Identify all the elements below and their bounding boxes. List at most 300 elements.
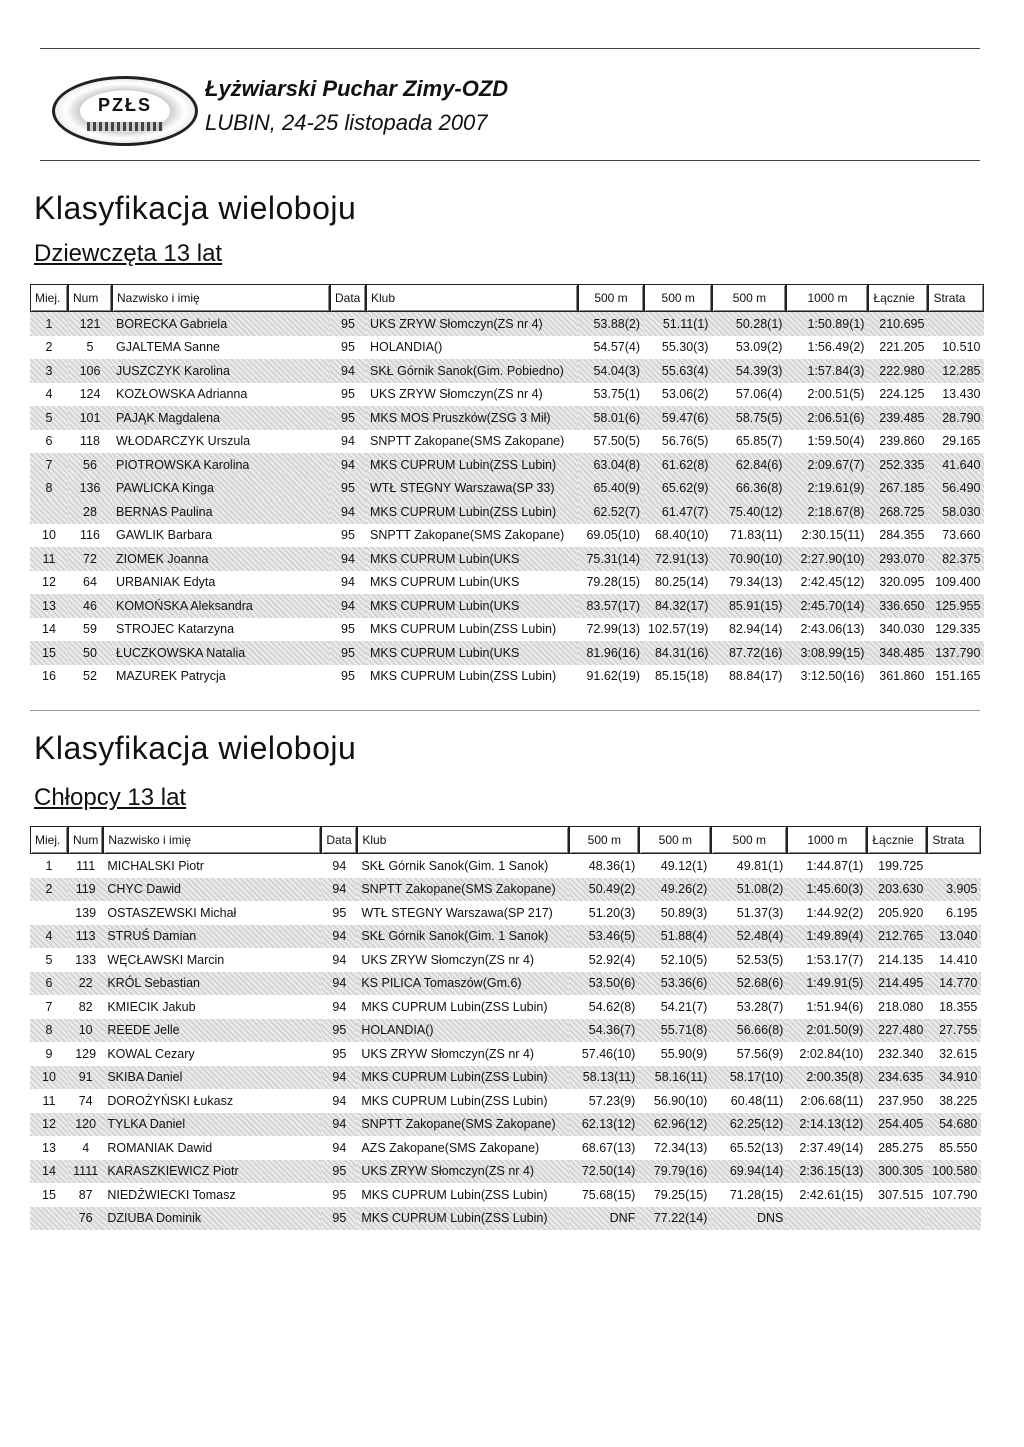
place-cell: 8 <box>30 1019 68 1043</box>
name-cell: GJALTEMA Sanne <box>116 340 220 355</box>
lap4-cell: 3:08.99(15) <box>786 641 868 665</box>
place-cell: 15 <box>42 1187 56 1202</box>
lap2-cell: 49.12(1) <box>660 858 708 873</box>
year-cell: 95 <box>341 387 355 402</box>
boys-category: Chłopcy 13 lat <box>34 784 187 811</box>
name-cell: WŁODARCZYK Urszula <box>116 434 251 449</box>
lap3-cell: 62.84(6) <box>712 453 786 477</box>
num-cell: 87 <box>78 1187 93 1202</box>
loss-cell: 41.640 <box>928 453 984 477</box>
club-cell: WTŁ STEGNY Warszawa(SP 33) <box>366 477 578 501</box>
lap4-cell: 1:53.17(7) <box>806 952 864 967</box>
lap3-cell: 52.48(4) <box>711 925 787 949</box>
name-cell: KOMOŃSKA Aleksandra <box>112 594 330 618</box>
year-cell: 94 <box>341 575 355 590</box>
loss-cell: 109.400 <box>935 575 981 590</box>
year-cell: 94 <box>330 500 366 524</box>
place-cell: 6 <box>45 434 53 449</box>
lap2-cell: 79.79(16) <box>639 1160 711 1184</box>
lap3-cell: 70.90(10) <box>712 547 786 571</box>
year-cell: 95 <box>341 669 355 684</box>
lap1-cell: 57.23(9) <box>588 1093 636 1108</box>
lap3-cell: 54.39(3) <box>712 359 786 383</box>
num-cell: 111 <box>76 858 96 873</box>
year-cell: 95 <box>321 1019 357 1043</box>
lap3-cell: 75.40(12) <box>712 500 786 524</box>
lap2-cell: 85.15(18) <box>654 669 709 684</box>
lap1-cell: 75.31(14) <box>578 547 644 571</box>
club-cell: MKS CUPRUM Lubin(ZSS Lubin) <box>361 1093 548 1108</box>
place-cell <box>30 901 68 925</box>
lap4-cell: 1:44.92(2) <box>806 905 864 920</box>
table-row <box>30 854 981 878</box>
club-cell: MKS CUPRUM Lubin(UKS <box>366 641 578 665</box>
lap2-cell: 72.91(13) <box>644 547 712 571</box>
boys-results-table <box>30 826 981 1230</box>
total-cell: 361.860 <box>879 669 925 684</box>
table-row <box>30 1042 981 1066</box>
total-cell: 222.980 <box>868 359 928 383</box>
num-cell: 1111 <box>68 1160 103 1184</box>
loss-cell: 58.030 <box>928 500 984 524</box>
num-cell: 116 <box>80 528 100 543</box>
year-cell: 95 <box>341 528 355 543</box>
lap4-cell: 2:02.84(10) <box>799 1046 864 1061</box>
table-row <box>30 925 981 949</box>
table-row <box>30 406 984 430</box>
lap4-cell: 2:36.15(13) <box>787 1160 867 1184</box>
boys-section-title: Klasyfikacja wieloboju <box>34 730 357 766</box>
year-cell: 95 <box>332 1187 347 1202</box>
year-cell: 94 <box>321 1113 357 1137</box>
year-cell: 94 <box>332 1140 347 1155</box>
name-cell: BERNAS Paulina <box>112 500 330 524</box>
table-row <box>30 453 984 477</box>
lap2-cell: 102.57(19) <box>648 622 709 637</box>
loss-cell: 34.910 <box>927 1066 981 1090</box>
column-header-lap2: 500 m <box>644 284 712 312</box>
lap1-cell: 54.62(8) <box>588 999 636 1014</box>
total-cell: 232.340 <box>878 1046 924 1061</box>
name-cell: URBANIAK Edyta <box>116 575 216 590</box>
place-cell: 13 <box>30 594 68 618</box>
total-cell <box>867 1207 927 1231</box>
lap2-cell: 56.90(10) <box>653 1093 708 1108</box>
lap4-cell: 2:19.61(9) <box>786 477 868 501</box>
name-cell: PAWLICKA Kinga <box>112 477 330 501</box>
table-row <box>30 477 984 501</box>
total-cell: 218.080 <box>878 999 924 1014</box>
lap3-cell: 60.48(11) <box>730 1093 784 1108</box>
lap4-cell: 1:51.94(6) <box>806 999 864 1014</box>
table-row <box>30 972 981 996</box>
lap2-cell: 53.06(2) <box>661 387 709 402</box>
num-cell: 136 <box>68 477 112 501</box>
num-cell: 52 <box>83 669 97 684</box>
pzls-logo <box>52 76 198 146</box>
club-cell: UKS ZRYW Słomczyn(ZS nr 4) <box>361 1046 535 1061</box>
lap2-cell: 59.47(6) <box>644 406 712 430</box>
name-cell: KOZŁOWSKA Adrianna <box>116 387 248 402</box>
lap4-cell: 2:06.68(11) <box>800 1093 864 1108</box>
column-header-lap1: 500 m <box>578 284 644 312</box>
lap3-cell: 62.25(12) <box>711 1113 787 1137</box>
total-cell: 221.205 <box>879 340 925 355</box>
place-cell: 5 <box>30 406 68 430</box>
column-header-lap4: 1000 m <box>787 826 867 854</box>
event-title: Łyżwiarski Puchar Zimy-OZD <box>205 76 509 101</box>
place-cell: 10 <box>42 528 56 543</box>
total-cell: 237.950 <box>878 1093 924 1108</box>
place-cell: 10 <box>30 1066 68 1090</box>
place-cell: 11 <box>30 547 68 571</box>
lap4-cell: 2:06.51(6) <box>786 406 868 430</box>
girls-bottom-rule <box>30 710 980 711</box>
loss-cell: 73.660 <box>942 528 981 543</box>
lap1-cell: 72.99(13) <box>586 622 640 637</box>
total-cell: 285.275 <box>878 1140 924 1155</box>
num-cell: 22 <box>68 972 103 996</box>
lap3-cell: 53.28(7) <box>736 999 784 1014</box>
lap1-cell: 83.57(17) <box>578 594 644 618</box>
lap3-cell: 71.83(11) <box>729 528 783 543</box>
lap1-cell: 65.40(9) <box>578 477 644 501</box>
num-cell: 118 <box>80 434 100 449</box>
table-row <box>30 1019 981 1043</box>
num-cell: 64 <box>83 575 97 590</box>
lap3-cell: 57.06(4) <box>735 387 783 402</box>
year-cell: 95 <box>341 622 355 637</box>
loss-cell: 100.580 <box>927 1160 981 1184</box>
lap1-cell: 68.67(13) <box>581 1140 636 1155</box>
column-header-loss: Strata <box>927 826 981 854</box>
total-cell: 254.405 <box>867 1113 927 1137</box>
lap3-cell: 49.81(1) <box>736 858 784 873</box>
lap2-cell: 55.90(9) <box>660 1046 708 1061</box>
year-cell: 95 <box>321 1207 357 1231</box>
num-cell: 74 <box>78 1093 93 1108</box>
lap4-cell: 3:12.50(16) <box>800 669 865 684</box>
year-cell: 95 <box>330 477 366 501</box>
lap4-cell: 1:57.84(3) <box>786 359 868 383</box>
name-cell: GAWLIK Barbara <box>116 528 213 543</box>
table-row <box>30 995 981 1019</box>
name-cell: JUSZCZYK Karolina <box>112 359 330 383</box>
lap4-cell: 2:14.13(12) <box>787 1113 867 1137</box>
num-cell: 113 <box>68 925 103 949</box>
year-cell: 94 <box>330 359 366 383</box>
lap2-cell: 84.31(16) <box>644 641 712 665</box>
lap3-cell: 51.37(3) <box>736 905 784 920</box>
table-row <box>30 1183 981 1207</box>
loss-cell: 85.550 <box>939 1140 978 1155</box>
table-row <box>30 1089 981 1113</box>
lap4-cell: 2:42.45(12) <box>800 575 865 590</box>
club-cell: SKŁ Górnik Sanok(Gim. Pobiedno) <box>366 359 578 383</box>
total-cell: 284.355 <box>879 528 925 543</box>
total-cell: 348.485 <box>868 641 928 665</box>
name-cell: REEDE Jelle <box>103 1019 321 1043</box>
place-cell: 4 <box>30 925 68 949</box>
lap1-cell: 75.68(15) <box>581 1187 636 1202</box>
club-cell: HOLANDIA() <box>357 1019 569 1043</box>
place-cell: 14 <box>30 1160 68 1184</box>
name-cell: DOROŻYŃSKI Łukasz <box>107 1093 234 1108</box>
total-cell: 224.125 <box>879 387 925 402</box>
lap4-cell: 1:59.50(4) <box>807 434 865 449</box>
total-cell: 205.920 <box>878 905 924 920</box>
name-cell: KARASZKIEWICZ Piotr <box>103 1160 321 1184</box>
lap3-cell: 50.28(1) <box>712 312 786 336</box>
loss-cell: 82.375 <box>928 547 984 571</box>
lap1-cell: 50.49(2) <box>569 878 639 902</box>
total-cell: 239.485 <box>868 406 928 430</box>
year-cell: 94 <box>321 972 357 996</box>
loss-cell: 14.770 <box>927 972 981 996</box>
lap4-cell <box>787 1207 867 1231</box>
lap3-cell: 52.53(5) <box>736 952 784 967</box>
club-cell: MKS CUPRUM Lubin(UKS <box>366 547 578 571</box>
table-row <box>30 430 984 454</box>
loss-cell: 3.905 <box>927 878 981 902</box>
name-cell: CHYC Dawid <box>103 878 321 902</box>
club-cell: MKS CUPRUM Lubin(ZSS Lubin) <box>366 453 578 477</box>
club-cell: MKS CUPRUM Lubin(ZSS Lubin) <box>366 500 578 524</box>
club-cell: SNPTT Zakopane(SMS Zakopane) <box>357 1113 569 1137</box>
column-header-lap2: 500 m <box>639 826 711 854</box>
num-cell: 82 <box>78 999 93 1014</box>
loss-cell: 137.790 <box>928 641 984 665</box>
lap2-cell: 55.71(8) <box>639 1019 711 1043</box>
loss-cell: 56.490 <box>928 477 984 501</box>
loss-cell: 18.355 <box>939 999 978 1014</box>
girls-results-table <box>30 284 984 688</box>
table-row <box>30 878 981 902</box>
lap1-cell: 72.50(14) <box>569 1160 639 1184</box>
loss-cell: 107.790 <box>932 1187 978 1202</box>
club-cell: MKS MOS Pruszków(ZSG 3 Mił) <box>366 406 578 430</box>
lap1-cell: 79.28(15) <box>586 575 640 590</box>
lap1-cell: 58.13(11) <box>569 1066 639 1090</box>
table-row <box>30 547 984 571</box>
table-row <box>30 336 984 360</box>
club-cell: MKS CUPRUM Lubin(ZSS Lubin) <box>357 1207 569 1231</box>
name-cell: PIOTROWSKA Karolina <box>112 453 330 477</box>
year-cell: 94 <box>330 453 366 477</box>
place-cell: 12 <box>30 1113 68 1137</box>
loss-cell: 28.790 <box>928 406 984 430</box>
column-header-num: Num <box>68 826 103 854</box>
lap1-cell: 62.13(12) <box>569 1113 639 1137</box>
total-cell: 203.630 <box>867 878 927 902</box>
place-cell: 2 <box>30 878 68 902</box>
lap2-cell: 61.62(8) <box>644 453 712 477</box>
table-row <box>30 594 984 618</box>
lap1-cell: 54.57(4) <box>593 340 640 355</box>
loss-cell: 129.335 <box>935 622 981 637</box>
place-cell <box>30 500 68 524</box>
total-cell: 307.515 <box>878 1187 924 1202</box>
year-cell: 94 <box>321 925 357 949</box>
loss-cell: 27.755 <box>927 1019 981 1043</box>
name-cell: ŁUCZKOWSKA Natalia <box>112 641 330 665</box>
lap1-cell: 53.46(5) <box>569 925 639 949</box>
loss-cell: 14.410 <box>939 952 978 967</box>
table-row <box>30 1160 981 1184</box>
lap3-cell: 57.56(9) <box>736 1046 784 1061</box>
club-cell: MKS CUPRUM Lubin(UKS <box>370 575 520 590</box>
total-cell: 227.480 <box>867 1019 927 1043</box>
num-cell: 50 <box>68 641 112 665</box>
top-rule <box>40 48 980 49</box>
lap3-cell: 58.75(5) <box>712 406 786 430</box>
name-cell: STROJEC Katarzyna <box>116 622 235 637</box>
loss-cell: 54.680 <box>927 1113 981 1137</box>
lap3-cell: 82.94(14) <box>728 622 783 637</box>
total-cell: 340.030 <box>879 622 925 637</box>
loss-cell: 151.165 <box>935 669 981 684</box>
club-cell: SKŁ Górnik Sanok(Gim. 1 Sanok) <box>357 925 569 949</box>
lap2-cell: 51.88(4) <box>639 925 711 949</box>
table-row <box>30 641 984 665</box>
name-cell: BORECKA Gabriela <box>112 312 330 336</box>
lap1-cell: 57.46(10) <box>581 1046 636 1061</box>
lap4-cell: 1:50.89(1) <box>786 312 868 336</box>
column-header-club: Klub <box>366 284 578 312</box>
num-cell: 124 <box>79 387 101 402</box>
num-cell: 76 <box>68 1207 103 1231</box>
num-cell: 133 <box>75 952 97 967</box>
place-cell: 4 <box>45 387 53 402</box>
lap2-cell: 80.25(14) <box>654 575 709 590</box>
name-cell: MICHALSKI Piotr <box>107 858 204 873</box>
logo-text: PZŁS <box>97 94 152 115</box>
lap2-cell: 54.21(7) <box>660 999 708 1014</box>
lap4-cell: 1:49.89(4) <box>787 925 867 949</box>
loss-cell: 125.955 <box>928 594 984 618</box>
name-cell: TYLKA Daniel <box>103 1113 321 1137</box>
club-cell: MKS CUPRUM Lubin(ZSS Lubin) <box>370 669 557 684</box>
lap4-cell: 2:42.61(15) <box>799 1187 864 1202</box>
name-cell: PAJĄK Magdalena <box>112 406 330 430</box>
year-cell: 95 <box>330 312 366 336</box>
loss-cell: 6.195 <box>946 905 978 920</box>
column-header-lap3: 500 m <box>712 284 786 312</box>
name-cell: SKIBA Daniel <box>103 1066 321 1090</box>
column-header-lap4: 1000 m <box>786 284 868 312</box>
lap4-cell: 2:00.35(8) <box>787 1066 867 1090</box>
table-row <box>30 383 984 407</box>
year-cell: 94 <box>341 434 355 449</box>
column-header-place: Miej. <box>30 284 68 312</box>
place-cell: 12 <box>42 575 56 590</box>
club-cell: MKS CUPRUM Lubin(ZSS Lubin) <box>370 622 557 637</box>
lap3-cell: 79.34(13) <box>728 575 783 590</box>
club-cell: UKS ZRYW Słomczyn(ZS nr 4) <box>370 387 543 402</box>
table-row <box>30 571 984 595</box>
lap1-cell: 54.36(7) <box>569 1019 639 1043</box>
lap4-cell: 1:49.91(5) <box>787 972 867 996</box>
total-cell: 210.695 <box>868 312 928 336</box>
lap4-cell: 2:43.06(13) <box>800 622 865 637</box>
num-cell: 5 <box>86 340 94 355</box>
lap2-cell: 55.63(4) <box>644 359 712 383</box>
lap3-cell: 65.85(7) <box>735 434 783 449</box>
loss-cell <box>928 312 984 336</box>
lap1-cell: 48.36(1) <box>588 858 636 873</box>
num-cell: 28 <box>68 500 112 524</box>
place-cell: 6 <box>30 972 68 996</box>
club-cell: SKŁ Górnik Sanok(Gim. 1 Sanok) <box>361 858 549 873</box>
lap2-cell: 62.96(12) <box>639 1113 711 1137</box>
column-header-club: Klub <box>357 826 569 854</box>
num-cell: 101 <box>68 406 112 430</box>
place-cell: 16 <box>42 669 56 684</box>
table-row <box>30 665 984 689</box>
loss-cell <box>927 854 981 878</box>
lap3-cell: 51.08(2) <box>711 878 787 902</box>
year-cell: 94 <box>330 594 366 618</box>
place-cell <box>30 1207 68 1231</box>
table-header-row <box>30 826 981 854</box>
table-row <box>30 1066 981 1090</box>
lap2-cell: 77.22(14) <box>639 1207 711 1231</box>
lap3-cell: 71.28(15) <box>729 1187 784 1202</box>
year-cell: 94 <box>321 1066 357 1090</box>
total-cell: 252.335 <box>868 453 928 477</box>
loss-cell: 29.165 <box>942 434 981 449</box>
club-cell: WTŁ STEGNY Warszawa(SP 217) <box>361 905 553 920</box>
lap3-cell: DNS <box>711 1207 787 1231</box>
total-cell: 212.765 <box>867 925 927 949</box>
place-cell: 7 <box>45 999 53 1014</box>
lap2-cell: 56.76(5) <box>661 434 709 449</box>
table-row <box>30 500 984 524</box>
lap2-cell: 58.16(11) <box>639 1066 711 1090</box>
lap2-cell: 50.89(3) <box>660 905 708 920</box>
club-cell: MKS CUPRUM Lubin(ZSS Lubin) <box>357 1066 569 1090</box>
total-cell: 268.725 <box>868 500 928 524</box>
header-rule <box>40 160 980 161</box>
name-cell: STRUŚ Damian <box>103 925 321 949</box>
lap2-cell: 79.25(15) <box>653 1187 708 1202</box>
num-cell: 120 <box>68 1113 103 1137</box>
lap1-cell: 52.92(4) <box>588 952 636 967</box>
total-cell: 293.070 <box>868 547 928 571</box>
num-cell: 119 <box>68 878 103 902</box>
club-cell: UKS ZRYW Słomczyn(ZS nr 4) <box>361 952 535 967</box>
club-cell: SNPTT Zakopane(SMS Zakopane) <box>357 878 569 902</box>
place-cell: 1 <box>30 312 68 336</box>
lap4-cell: 1:44.87(1) <box>806 858 864 873</box>
lap1-cell: 58.01(6) <box>578 406 644 430</box>
lap1-cell: 62.52(7) <box>578 500 644 524</box>
lap2-cell: 68.40(10) <box>654 528 709 543</box>
club-cell: HOLANDIA() <box>370 340 443 355</box>
year-cell: 94 <box>321 878 357 902</box>
table-row <box>30 1207 981 1231</box>
lap4-cell: 2:09.67(7) <box>786 453 868 477</box>
year-cell: 95 <box>341 340 355 355</box>
table-row <box>30 618 984 642</box>
logo-stripe <box>87 122 163 131</box>
total-cell: 239.860 <box>879 434 925 449</box>
lap3-cell: 88.84(17) <box>728 669 783 684</box>
place-cell: 3 <box>30 359 68 383</box>
lap2-cell: 52.10(5) <box>660 952 708 967</box>
lap4-cell: 2:45.70(14) <box>786 594 868 618</box>
lap1-cell: 91.62(19) <box>586 669 640 684</box>
